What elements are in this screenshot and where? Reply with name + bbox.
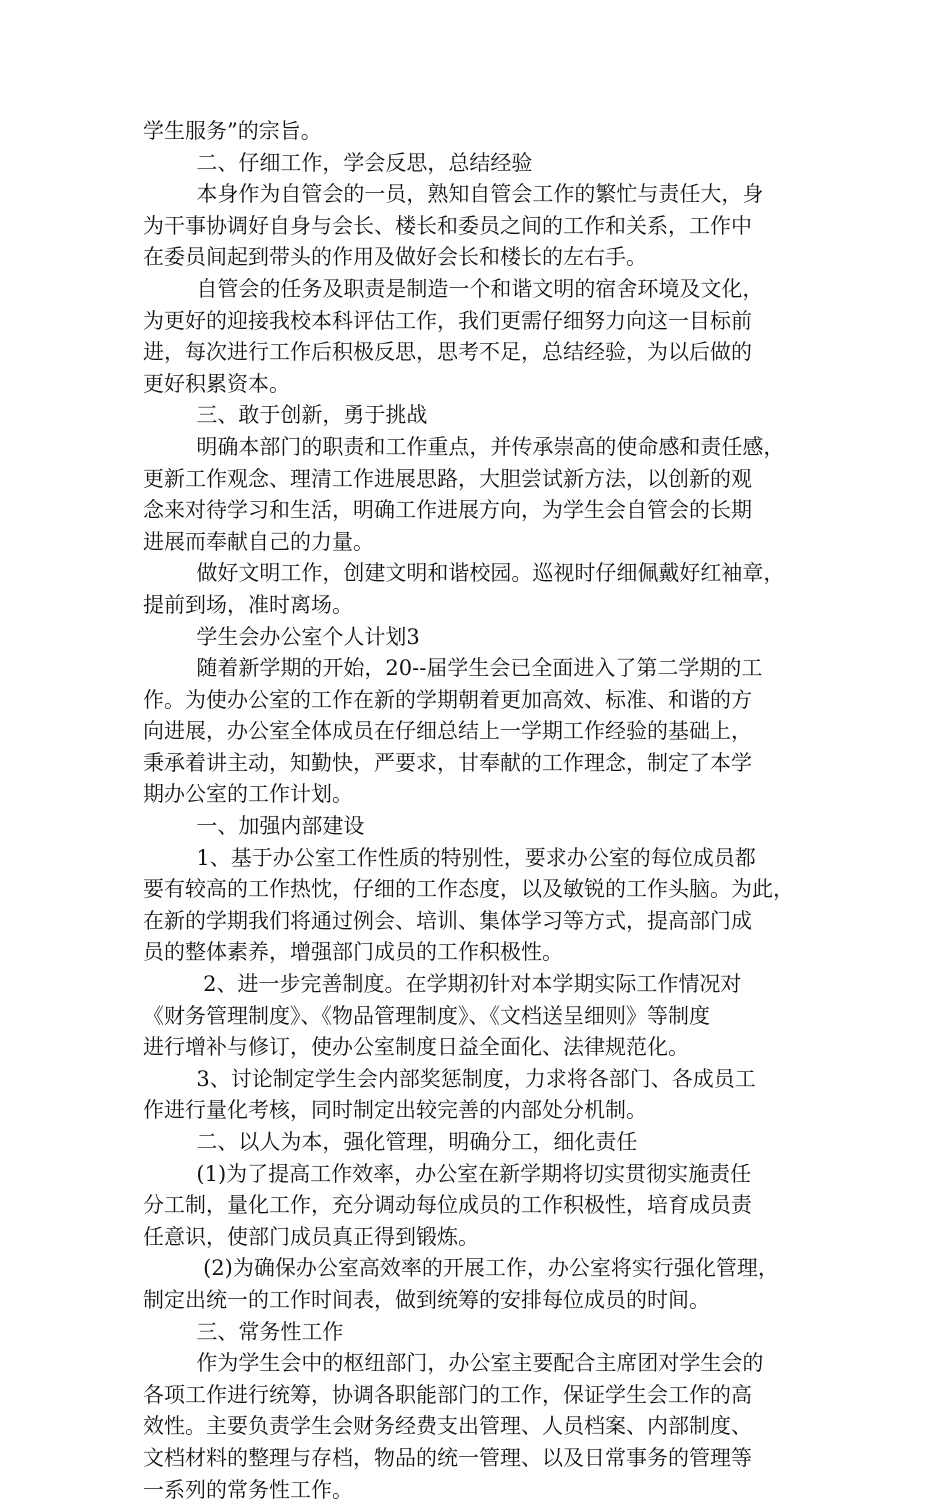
text-line: 制定出统一的工作时间表，做到统筹的安排每位成员的时间。 [143, 1287, 710, 1312]
text-line: 更好积累资本。 [143, 371, 290, 396]
text-line: (1)为了提高工作效率，办公室在新学期将切实贯彻实施责任 [143, 1161, 752, 1186]
text-line: 作为学生会中的枢纽部门，办公室主要配合主席团对学生会的 [143, 1351, 764, 1376]
text-line: (2)为确保办公室高效率的开展工作，办公室将实行强化管理， [143, 1256, 779, 1281]
text-line: 进展而奉献自己的力量。 [143, 529, 374, 554]
text-line: 1、基于办公室工作性质的特别性，要求办公室的每位成员都 [143, 845, 756, 870]
text-line: 三、常务性工作 [143, 1319, 344, 1344]
text-line: 三、敢于创新，勇于挑战 [143, 403, 428, 428]
text-line: 为干事协调好自身与会长、楼长和委员之间的工作和关系，工作中 [143, 213, 752, 238]
text-line: 在新的学期我们将通过例会、培训、集体学习等方式，提高部门成 [143, 908, 752, 933]
text-line: 学生会办公室个人计划3 [143, 624, 420, 649]
text-line: 《财务管理制度》、《物品管理制度》、《文档送呈细则》等制度 [143, 1003, 710, 1028]
text-line: 在委员间起到带头的作用及做好会长和楼长的左右手。 [143, 245, 647, 270]
text-line: 明确本部门的职责和工作重点，并传承崇高的使命感和责任感， [143, 434, 785, 459]
text-line: 任意识，使部门成员真正得到锻炼。 [143, 1224, 479, 1249]
text-line: 更新工作观念、理清工作进展思路，大胆尝试新方法，以创新的观 [143, 466, 752, 491]
text-line: 念来对待学习和生活，明确工作进展方向，为学生会自管会的长期 [143, 498, 752, 523]
text-line: 一系列的常务性工作。 [143, 1477, 353, 1502]
text-line: 文档材料的整理与存档，物品的统一管理、以及日常事务的管理等 [143, 1445, 752, 1470]
text-line: 进，每次进行工作后积极反思，思考不足，总结经验，为以后做的 [143, 340, 752, 365]
text-line: 分工制，量化工作，充分调动每位成员的工作积极性，培育成员责 [143, 1193, 752, 1218]
text-line: 随着新学期的开始，20--届学生会已全面进入了第二学期的工 [143, 656, 763, 681]
text-line: 做好文明工作，创建文明和谐校园。巡视时仔细佩戴好红袖章， [143, 561, 785, 586]
text-line: 期办公室的工作计划。 [143, 782, 353, 807]
text-line: 本身作为自管会的一员，熟知自管会工作的繁忙与责任大，身 [143, 182, 764, 207]
text-line: 员的整体素养，增强部门成员的工作积极性。 [143, 940, 563, 965]
text-line: 进行增补与修订，使办公室制度日益全面化、法律规范化。 [143, 1035, 689, 1060]
text-line: 秉承着讲主动，知勤快，严要求，甘奉献的工作理念，制定了本学 [143, 750, 752, 775]
text-line: 2、进一步完善制度。在学期初针对本学期实际工作情况对 [143, 972, 742, 997]
text-line: 效性。主要负责学生会财务经费支出管理、人员档案、内部制度、 [143, 1414, 752, 1439]
text-line: 一、加强内部建设 [143, 814, 365, 839]
text-line: 要有较高的工作热忱，仔细的工作态度，以及敏锐的工作头脑。为此， [143, 877, 794, 902]
text-line: 学生服务”的宗旨。 [143, 119, 322, 143]
text-line: 自管会的任务及职责是制造一个和谐文明的宿舍环境及文化， [143, 276, 764, 301]
text-line: 二、仔细工作，学会反思，总结经验 [143, 150, 533, 175]
text-line: 提前到场，准时离场。 [143, 592, 353, 617]
text-line: 向进展，办公室全体成员在仔细总结上一学期工作经验的基础上， [143, 719, 752, 744]
text-line: 为更好的迎接我校本科评估工作，我们更需仔细努力向这一目标前 [143, 308, 752, 333]
document-body [143, 116, 813, 1506]
text-line: 二、以人为本，强化管理，明确分工，细化责任 [143, 1130, 638, 1154]
text-line: 作。为使办公室的工作在新的学期朝着更加高效、标准、和谐的方 [143, 687, 752, 712]
text-line: 作进行量化考核，同时制定出较完善的内部处分机制。 [143, 1098, 647, 1123]
text-line: 3、讨论制定学生会内部奖惩制度，力求将各部门、各成员工 [143, 1066, 756, 1091]
text-line: 各项工作进行统筹，协调各职能部门的工作，保证学生会工作的高 [143, 1382, 752, 1407]
